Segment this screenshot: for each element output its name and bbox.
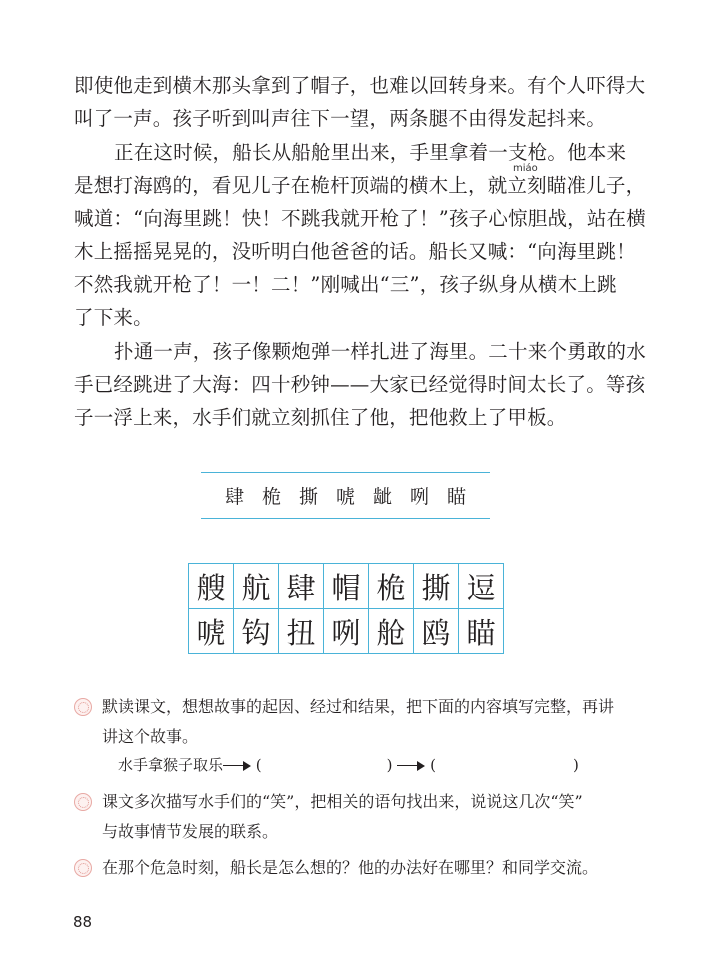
grid-row	[189, 609, 504, 654]
exercise-seal-icon	[74, 859, 92, 877]
grid-cell: 鸥	[414, 609, 459, 654]
close-paren: )	[572, 756, 579, 774]
grid-cell: 钩	[234, 609, 279, 654]
arrow-right-icon	[223, 761, 251, 771]
text-line: 了下来。	[74, 306, 153, 330]
story-flow-fill-in	[118, 754, 579, 775]
text-line: 即使他走到横木那头拿到了帽子，也难以回转身来。有个人吓得大	[74, 74, 646, 97]
pinyin-annotation: miáo	[513, 163, 538, 174]
text-line: 木上摇摇晃晃的，没听明白他爸爸的话。船长又喊：“向海里跳！	[74, 240, 636, 264]
flow-start: 水手拿猴子取乐	[118, 756, 224, 774]
recognize-char: 撕	[298, 486, 318, 508]
arrow-right-icon	[397, 761, 425, 771]
text-line: 在那个危急时刻，船长是怎么想的？他的办法好在哪里？和同学交流。	[102, 858, 599, 877]
grid-cell: 咧	[324, 609, 369, 654]
exercise-seal-icon	[74, 793, 92, 811]
page-number: 88	[73, 913, 93, 931]
text-line: 与故事情节发展的联系。	[102, 822, 279, 841]
exercise-text	[102, 787, 634, 847]
text-line: 喊道：“向海里跳！快！不跳我就开枪了！”孩子心惊胆战，站在横	[74, 206, 646, 230]
grid-cell: 扭	[279, 609, 324, 654]
grid-cell: 航	[234, 564, 279, 609]
grid-cell: 逗	[459, 564, 504, 609]
story-paragraph-1	[74, 69, 646, 135]
recognize-char: 瞄	[447, 486, 467, 508]
text-line: 叫了一声。孩子听到叫声往下一望，两条腿不由得发起抖来。	[74, 107, 606, 131]
text-line: 课文多次描写水手们的“笑”，把相关的语句找出来，说说这几次“笑”	[102, 792, 583, 811]
text-line: 子一浮上来，水手们就立刻抓住了他，把他救上了甲板。	[74, 406, 567, 430]
recognize-char: 咧	[410, 486, 430, 508]
text-line: 扑通一声，孩子像颗炮弹一样扎进了海里。二十来个勇敢的水	[114, 340, 646, 363]
text-line: 默读课文，想想故事的起因、经过和结果，把下面的内容填写完整，再讲	[102, 697, 615, 716]
grid-cell: 艘	[189, 564, 234, 609]
grid-cell: 桅	[369, 564, 414, 609]
text-line: 正在这时候，船长从船舱里出来，手里拿着一支枪。他本来	[114, 140, 627, 164]
grid-cell: 撕	[414, 564, 459, 609]
text-line: 讲这个故事。	[102, 727, 199, 746]
open-paren: (	[255, 756, 262, 774]
grid-row	[189, 564, 504, 609]
story-paragraph-3	[74, 335, 646, 435]
grid-cell: 舱	[369, 609, 414, 654]
recognize-characters-bar	[201, 472, 490, 519]
exercise-seal-icon	[74, 698, 92, 716]
grid-cell: 帽	[324, 564, 369, 609]
exercise-3	[74, 853, 634, 883]
story-paragraph-2	[74, 136, 646, 335]
grid-cell: 唬	[189, 609, 234, 654]
recognize-char: 龇	[373, 486, 393, 508]
text-line: 手已经跳进了大海：四十秒钟——大家已经觉得时间太长了。等孩	[74, 373, 646, 397]
exercise-text	[102, 853, 634, 883]
recognize-char: 桅	[261, 486, 281, 508]
recognize-char: 唬	[335, 486, 355, 508]
exercise-1	[74, 692, 634, 752]
recognize-char: 肆	[224, 486, 244, 508]
write-characters-grid	[188, 563, 504, 654]
text-line: 不然我就开枪了！一！二！”刚喊出“三”，孩子纵身从横木上跳	[74, 273, 617, 297]
grid-cell: 瞄	[459, 609, 504, 654]
grid-cell: 肆	[279, 564, 324, 609]
exercise-text	[102, 692, 634, 752]
exercise-2	[74, 787, 634, 847]
close-paren: )	[386, 756, 393, 774]
text-line: 是想打海鸥的，看见儿子在桅杆顶端的横木上，就立刻瞄准儿子，	[74, 173, 646, 197]
open-paren: (	[430, 756, 436, 774]
